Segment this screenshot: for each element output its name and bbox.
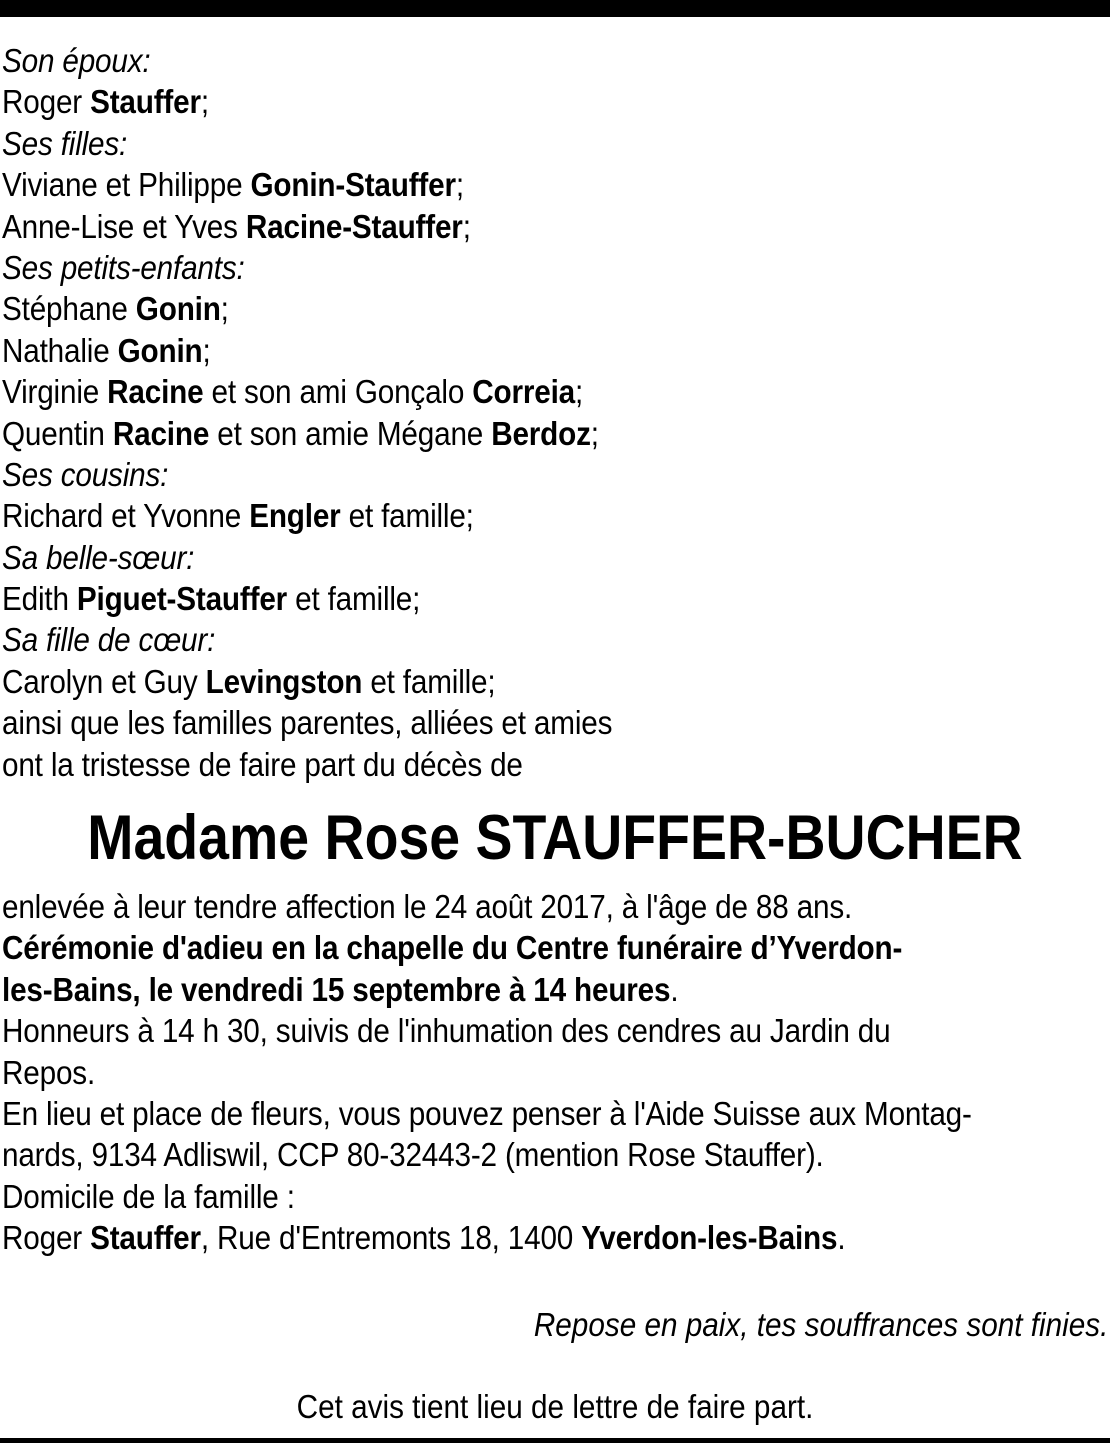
partner-surname: Correia	[472, 373, 576, 411]
surname: Engler	[249, 497, 341, 535]
city: Yverdon-les-Bains	[581, 1219, 838, 1257]
daughter-entry: Viviane et Philippe Gonin-Stauffer;	[2, 166, 464, 204]
heart-daughter-heading: Sa fille de cœur:	[2, 621, 216, 659]
surname: Gonin-Stauffer	[250, 166, 456, 204]
surname: Racine-Stauffer	[245, 207, 463, 245]
husband-entry: Roger Stauffer;	[2, 83, 209, 121]
domicile-address: Roger Stauffer, Rue d'Entremonts 18, 1400 Yverdon-les-Bains.	[2, 1219, 846, 1257]
family-list	[2, 40, 997, 785]
donation-line: En lieu et place de fleurs, vous pouvez penser à l'Aide Suisse aux Montag-	[2, 1094, 972, 1132]
heart-daughter-entry: Carolyn et Guy Levingston et famille;	[2, 662, 496, 700]
grandchild-entry: Quentin Racine et son amie Mégane Berdoz;	[2, 414, 599, 452]
surname: Racine	[112, 414, 210, 452]
surname: Gonin	[135, 290, 221, 328]
funeral-details	[2, 886, 1096, 1259]
grandchild-entry: Nathalie Gonin;	[2, 331, 211, 369]
honours-line: Repos.	[2, 1053, 96, 1091]
top-rule	[0, 0, 1110, 17]
deceased-name: Madame Rose STAUFFER-BUCHER	[87, 803, 1023, 873]
daughter-entry: Anne-Lise et Yves Racine-Stauffer;	[2, 207, 471, 245]
cousins-heading: Ses cousins:	[2, 455, 169, 493]
announcement-line: ont la tristesse de faire part du décès de	[2, 745, 523, 783]
surname: Racine	[107, 373, 204, 411]
surname: Stauffer	[90, 1219, 201, 1257]
surname: Gonin	[117, 331, 203, 369]
sister-in-law-entry: Edith Piguet-Stauffer et famille;	[2, 580, 421, 618]
grandchild-entry: Virginie Racine et son ami Gonçalo Correia;	[2, 373, 584, 411]
bottom-rule	[0, 1438, 1110, 1443]
cousins-entry: Richard et Yvonne Engler et famille;	[2, 497, 474, 535]
ceremony-line: Cérémonie d'adieu en la chapelle du Centre funéraire d’Yverdon-	[2, 929, 903, 967]
grandchildren-heading: Ses petits-enfants:	[2, 248, 245, 286]
husband-heading: Son époux:	[2, 42, 151, 79]
closing-quote: Repose en paix, tes souffrances sont finies.	[533, 1306, 1108, 1343]
surname: Stauffer	[90, 83, 201, 121]
domicile-label: Domicile de la famille :	[2, 1177, 295, 1215]
sister-in-law-heading: Sa belle-sœur:	[2, 538, 195, 576]
grandchild-entry: Stéphane Gonin;	[2, 290, 229, 328]
donation-line: nards, 9134 Adliswil, CCP 80-32443-2 (mention Rose Stauffer).	[2, 1136, 824, 1174]
surname: Piguet-Stauffer	[76, 580, 288, 618]
relatives-line: ainsi que les familles parentes, alliées et amies	[2, 704, 613, 742]
daughters-heading: Ses filles:	[2, 124, 128, 162]
ceremony-line: les-Bains, le vendredi 15 septembre à 14 heures.	[2, 970, 679, 1008]
honours-line: Honneurs à 14 h 30, suivis de l'inhumation des cendres au Jardin du	[2, 1012, 891, 1050]
footer-note: Cet avis tient lieu de lettre de faire part.	[296, 1388, 814, 1425]
passed-line: enlevée à leur tendre affection le 24 août 2017, à l'âge de 88 ans.	[2, 888, 853, 925]
surname: Levingston	[205, 662, 363, 700]
partner-surname: Berdoz	[491, 414, 591, 452]
